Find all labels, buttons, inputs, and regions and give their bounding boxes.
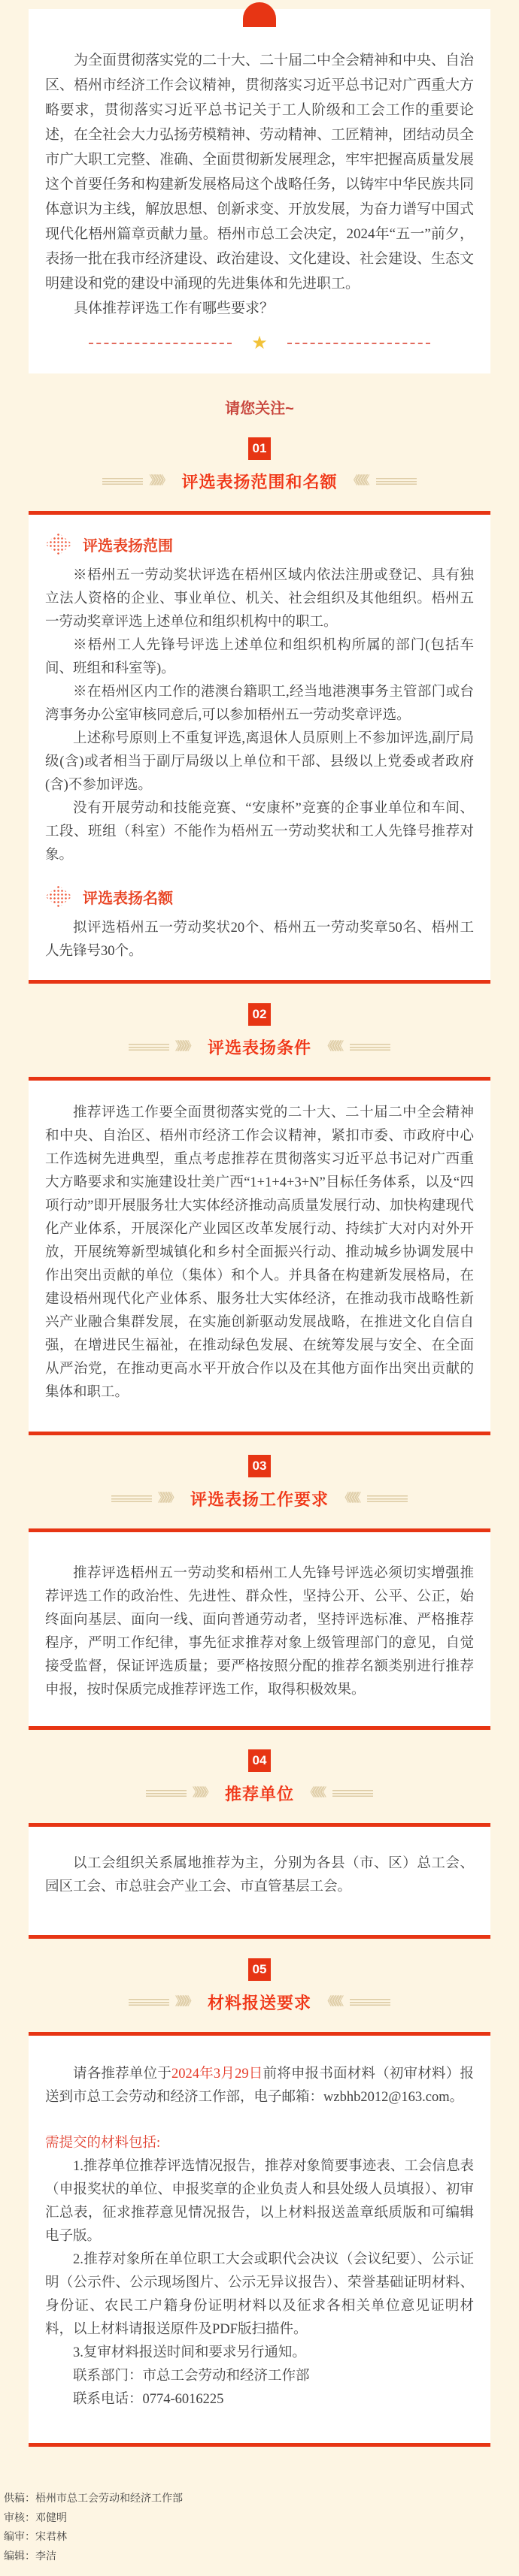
section-03-header [0, 1487, 519, 1510]
section-03-title: 评选表扬工作要求 [190, 1490, 329, 1509]
section-02-header [0, 1036, 519, 1059]
chevrons-right-icon: 》》》》》 [157, 1492, 177, 1504]
chevrons-right-icon: 》》》》》 [149, 475, 168, 487]
chevrons-right-icon: 》》》》》 [175, 1996, 194, 2008]
decor-lines-right-icon [332, 1790, 373, 1797]
section-02-badge: 02 [248, 1003, 271, 1026]
intro-paragraph: 为全面贯彻落实党的二十大、二十届二中全会精神和中央、自治区、梧州市经济工作会议精神，贯彻落实习近平总书记对广西重大方略要求，贯彻落实习近平总书记关于工人阶级和工会工作的重要论述，在全社会大力弘扬劳模精神、劳动精神、工匠精神，团结动员全市广大职工完整、准确、全面贯彻新发展理念，牢牢把握高质量发展这个首要任务和构建新发展格局这个战略任务，以铸牢中华民族共同体意识为主线，解放思想、创新求变、开放发展，为奋力谱写中国式现代化梧州篇章贡献力量。梧州市总工会决定，2024年“五一”前夕，表扬一批在我市经济建设、政治建设、文化建设、社会建设、生态文明建设和党的建设中涌现的先进集体和先进职工。 [45, 53, 475, 292]
credit-contributor: 供稿：梧州市总工会劳动和经济工作部 [4, 2492, 183, 2504]
decor-lines-left-icon [102, 478, 143, 485]
deadline-post: 前将申报书面材料（初审材料）报送到市总工会劳动和经济工作部，电子邮箱：wzbhb2012@163.com。 [45, 2067, 474, 2105]
notice-text: 请您关注~ [225, 401, 294, 417]
deadline-date: 2024年3月29日 [171, 2067, 263, 2082]
star-icon: ★ [251, 333, 268, 353]
intro-card [29, 9, 490, 373]
scope-paragraph: ※梧州工人先锋号评选上述单位和组织机构所属的部门(包括车间、班组和科室等)。 [45, 638, 474, 676]
materials-item: 3.复审材料报送时间和要求另行通知。 [73, 2345, 306, 2360]
credits-footer [0, 2489, 519, 2576]
scope-paragraph: 上述称号原则上不重复评选,离退休人员原则上不参加评选,副厅局级(含)或者相当于副厅局级以上单位和干部、县级以上党委或者政府(含)不参加评选。 [45, 731, 474, 793]
halftone-diamond-icon [45, 885, 72, 908]
materials-item: 1.推荐单位推荐评选情况报告，推荐对象简要事迹表、工会信息表（申报奖状的单位、申报奖章的企业负责人和县处级人员填报）、初审汇总表，征求推荐意见情况报告，以上材料报送盖章纸质版和可编辑电子版。 [45, 2159, 474, 2244]
decor-lines-left-icon [146, 1790, 187, 1797]
section-01-card [29, 511, 490, 984]
scope-paragraph: ※梧州五一劳动奖状评选在梧州区域内依法注册或登记、具有独立法人资格的企业、事业单位、机关、社会组织及其他组织。梧州五一劳动奖章评选上述单位和组织机构中的职工。 [45, 568, 474, 630]
decor-lines-right-icon [367, 1495, 408, 1502]
credit-reviewer: 审核：邓健明 [4, 2511, 67, 2523]
section-01-badge: 01 [248, 437, 271, 460]
scope-paragraph: 没有开展劳动和技能竞赛、“安康杯”竞赛的企事业单位和车间、工段、班组（科室）不能作为梧州五一劳动奖状和工人先锋号推荐对象。 [45, 801, 474, 863]
credit-editor: 编辑：李洁 [4, 2549, 56, 2562]
section-05-card [29, 2032, 490, 2447]
deadline-pre: 请各推荐单位于 [73, 2067, 171, 2082]
subhead-scope [45, 533, 474, 555]
section-05-badge: 05 [248, 1958, 271, 1981]
section-04-header [0, 1782, 519, 1805]
materials-item: 2.推荐对象所在单位职工大会或职代会决议（会议纪要）、公示证明（公示件、公示现场图片、公示无异议报告）、荣誉基础证明材料、身份证、农民工户籍身份证明材料以及征求各相关单位意见证明材料，以上材料请报送原件及PDF版扫描件。 [45, 2252, 474, 2337]
section-01-header [0, 470, 519, 493]
red-tab-icon [243, 2, 276, 27]
halftone-diamond-icon [45, 533, 72, 555]
star-divider [45, 333, 474, 354]
section-02-title: 评选表扬条件 [207, 1039, 311, 1057]
section-03-badge: 03 [248, 1455, 271, 1477]
section-03-card [29, 1528, 490, 1730]
materials-deadline-paragraph [45, 2063, 474, 2109]
dashed-line-left [89, 343, 232, 344]
decor-lines-left-icon [129, 1999, 169, 2006]
subhead-quota [45, 885, 474, 908]
subhead-scope-label: 评选表扬范围 [83, 537, 173, 555]
intro-question: 具体推荐评选工作有哪些要求？ [74, 301, 275, 316]
chevrons-left-icon: 《《《《《 [322, 1996, 341, 2008]
decor-lines-left-icon [111, 1495, 152, 1502]
decor-lines-left-icon [129, 1044, 169, 1051]
section-04-badge: 04 [248, 1749, 271, 1772]
quota-paragraph: 拟评选梧州五一劳动奖状20个、梧州五一劳动奖章50名、梧州工人先锋号30个。 [45, 921, 474, 959]
chevrons-left-icon: 《《《《《 [322, 1041, 341, 1053]
decor-lines-right-icon [350, 1999, 390, 2006]
contact-phone: 联系电话：0774-6016225 [73, 2392, 224, 2407]
subhead-quota-label: 评选表扬名额 [83, 890, 173, 907]
recommend-unit-paragraph: 以工会组织关系属地推荐为主，分别为各县（市、区）总工会、园区工会、市总驻会产业工会、市直管基层工会。 [45, 1856, 474, 1894]
section-01-title: 评选表扬范围和名额 [181, 473, 338, 491]
chevrons-left-icon: 《《《《《 [305, 1787, 324, 1799]
decor-lines-right-icon [376, 478, 417, 485]
materials-red-heading: 需提交的材料包括: [45, 2136, 161, 2151]
contact-department: 联系部门：市总工会劳动和经济工作部 [73, 2369, 310, 2384]
section-02-card [29, 1077, 490, 1435]
credit-editor-reviewer: 编审：宋君林 [4, 2530, 67, 2542]
chevrons-left-icon: 《《《《《 [348, 475, 367, 487]
chevrons-right-icon: 》》》》》 [192, 1787, 211, 1799]
scope-paragraph: ※在梧州区内工作的港澳台籍职工,经当地港澳事务主管部门或台湾事务办公室审核同意后,可以参加梧州五一劳动奖章评选。 [45, 685, 474, 723]
decor-lines-right-icon [350, 1044, 390, 1051]
conditions-paragraph: 推荐评选工作要全面贯彻落实党的二十大、二十届二中全会精神和中央、自治区、梧州市经济工作会议精神，紧扣市委、市政府中心工作选树先进典型，重点考虑推荐在贯彻落实习近平总书记对广西重大方略要求和实施建设壮美广西“1+1+4+3+N”目标任务体系，以及“四项行动”即开展服务壮大实体经济推动高质量发展行动、加快构建现代化产业体系，开展深化产业园区改革发展行动、持续扩大对内对外开放，开展统筹新型城镇化和乡村全面振兴行动、推动城乡协调发展中作出突出贡献的单位（集体）和个人。并具备在构建新发展格局，在建设梧州现代化产业体系、服务壮大实体经济，在推动我市战略性新兴产业融合集群发展，在实施创新驱动发展战略，在推进文化自信自强，在增进民生福祉，在推动绿色发展、在统筹发展与安全、在全面从严治党，在推动更高水平开放合作以及在其他方面作出突出贡献的集体和职工。 [45, 1105, 474, 1400]
requirements-paragraph: 推荐评选梧州五一劳动奖和梧州工人先锋号评选必须切实增强推荐评选工作的政治性、先进性、群众性，坚持公开、公平、公正，始终面向基层、面向一线、面向普通劳动者，坚持评选标准、严格推荐程序，严明工作纪律，事先征求推荐对象上级管理部门的意见，自觉接受监督，保证评选质量；要严格按照分配的推荐名额类别进行推荐申报，按时保质完成推荐评选工作，取得积极效果。 [45, 1566, 474, 1698]
section-04-card [29, 1823, 490, 1939]
section-05-header [0, 1991, 519, 2014]
chevrons-right-icon: 》》》》》 [175, 1041, 194, 1053]
dashed-line-right [287, 343, 430, 344]
section-04-title: 推荐单位 [224, 1785, 294, 1804]
section-05-title: 材料报送要求 [207, 1994, 311, 2012]
chevrons-left-icon: 《《《《《 [339, 1492, 359, 1504]
